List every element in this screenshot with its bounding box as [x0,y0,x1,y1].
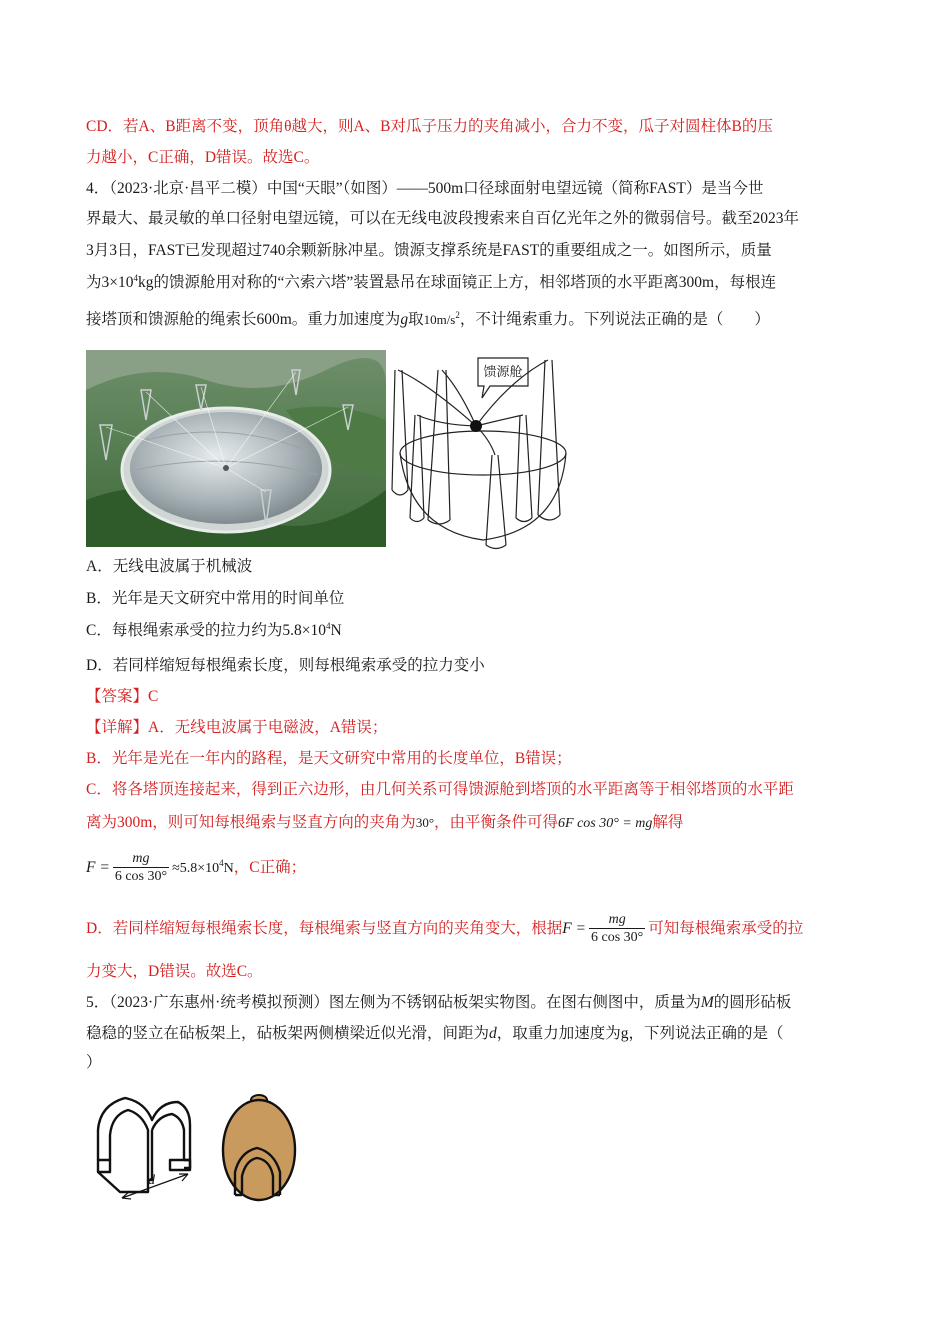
answer-line [86,686,866,708]
q5-line2: 稳稳的竖立在砧板架上，砧板架两侧横梁近似光滑，间距为d，取重力加速度为g，下列说法正确的是（ [86,1025,784,1042]
distance-symbol: d [489,1025,497,1042]
q4-line4-pre: 为 [86,274,102,291]
detail-d2: 力变大，D错误。故选C。 [86,963,263,980]
detail-tag: 【详解】 [86,719,149,736]
diagram-label: 馈源舱 [483,365,523,380]
prev-answer-line2: 力越小，C正确，D错误。故选C。 [86,149,320,166]
q4-line5: 接塔顶和馈源舱的绳索长600m。重力加速度为g取$10m/s^2$，不计绳索重力。下列说法正确的是（ ） [86,310,770,328]
eq-fraction-d: $\frac{mg}{6 \cos 30^\circ}$ [591,912,644,946]
q4-line2: 界最大、最灵敏的单口径射电望远镜，可以在无线电波段搜索来自百亿光年之外的微弱信号。截至2023年 [86,210,800,227]
eq-result: $\approx 5.8\times 10^4N$ [172,858,234,876]
detail-b: B．光年是光在一年内的路程，是天文研究中常用的长度单位，B错误； [86,750,572,767]
detail-d: D．若同样缩短每根绳索长度，每根绳索与竖直方向的夹角变大，根据F = $\frac{mg}{6 \cos 30^\circ}$ 可知每根绳索承受的拉 [86,912,804,946]
angle-value: 30° [415,815,435,830]
q4-line3: 3月3日，FAST已发现超过740余颗新脉冲星。馈源支撑系统是FAST的重要组成之一。如图所示，质量 [86,242,772,259]
cable-tower-diagram [390,340,582,550]
q5-line1: 5．（2023·广东惠州·统考模拟预测）图左侧为不锈钢砧板架实物图。在图右侧图中，质量为M的圆形砧板 [86,994,792,1011]
prev-answer-line1: CD．若A、B距离不变，顶角θ越大，则A、B对瓜子压力的夹角减小，合力不变，瓜子对圆柱体B的压 [86,118,773,135]
q4-line4 [86,272,866,294]
answer-tag: 【答案】 [86,688,149,705]
q4-line1: 4．（2023·北京·昌平二模）中国“天眼”（如图）——500m口径球面射电望远镜（简称FAST）是当今世 [86,180,764,197]
option-a: A．无线电波属于机械波 [86,558,253,575]
g-symbol: g [400,311,409,328]
detail-a: 【详解】A．无线电波属于电磁波，A错误； [86,719,388,736]
figure-d-label: d [148,1173,155,1188]
option-d: D．若同样缩短每根绳索长度，则每根绳索承受的拉力变小 [86,657,485,674]
detail-c1: C．将各塔顶连接起来，得到正六边形，由几何关系可得馈源舱到塔顶的水平距离等于相邻塔顶的水平距 [86,781,794,798]
eq-lhs: F = [86,859,110,876]
g-value: $10m/s^2$ [423,310,460,327]
balance-equation: 6F cos 30° = mg [558,816,653,831]
detail-c3: F = $\frac{mg}{6 \cos 30^\circ}$ $\approx 5.8\times 10^4N$，C正确； [86,851,307,885]
answer-value: C [148,688,159,705]
fast-telescope-photo [86,350,386,547]
eq-fraction: $\frac{mg}{6 \cos 30^\circ}$ [114,851,168,885]
mass-symbol: M [700,994,714,1011]
cutting-board-figure [90,1090,310,1210]
q4-line4-post: 的馈源舱用对称的“六索六塔”装置悬吊在球面镜正上方，相邻塔顶的水平距离300m，每根连 [153,274,777,291]
option-b: B．光年是天文研究中常用的时间单位 [86,590,345,607]
mass-value: $3\times 10^4kg$ [101,273,154,291]
q5-line3: ） [86,1054,102,1071]
detail-c2: 离为300m，则可知每根绳索与竖直方向的夹角为30°，由平衡条件可得6F cos 30° = mg解得 [86,814,684,831]
option-c: C．每根绳索承受的拉力约为$5.8\times 10^4N$ [86,621,342,639]
